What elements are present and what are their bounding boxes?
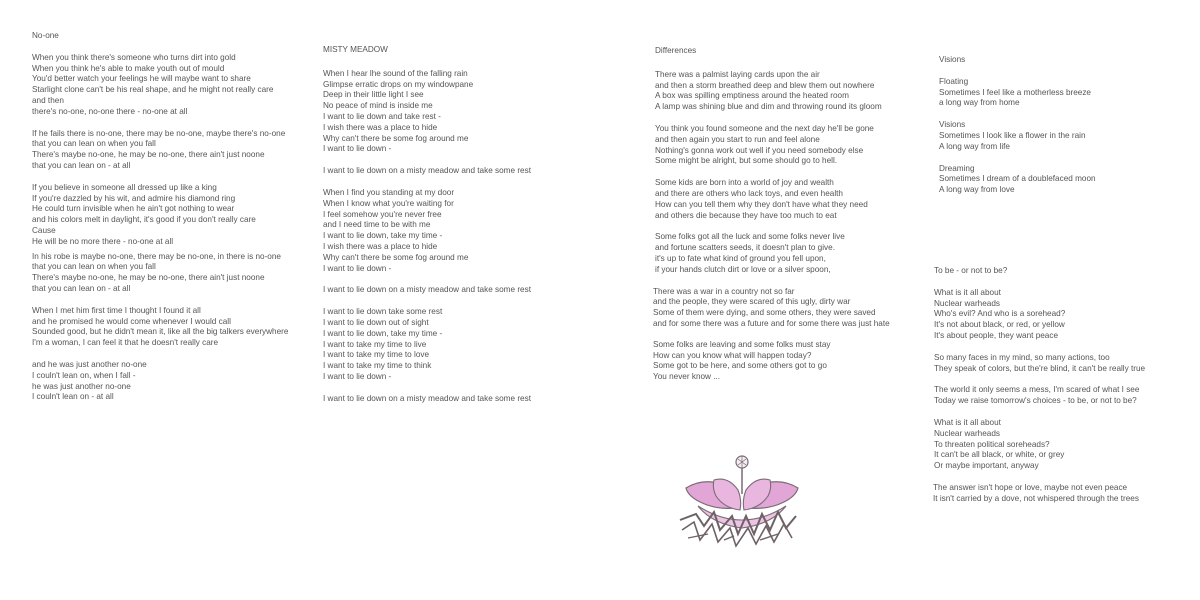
stanza <box>32 53 288 118</box>
poem-line: When I hear lhe sound of the falling rain <box>323 68 468 78</box>
poem-line: It can't be all black, or white, or grey <box>934 450 1065 460</box>
poem-line: When I know what you're waiting for <box>323 198 454 208</box>
poem-line: What is it all about <box>934 417 1001 427</box>
poem-line: I want to lie down - <box>323 371 392 381</box>
poem-line: and he was just another no-one <box>32 359 147 369</box>
poem-line: Starlight clone can't be his real shape, and he might not really care <box>32 85 274 95</box>
poem-line: Floating <box>939 76 969 86</box>
poem-line: How can you know what will happen today? <box>653 350 812 360</box>
poem-line: and others die because they have too much to eat <box>655 210 837 220</box>
poem-line: If he fails there is no-one, there may be no-one, maybe there's no-one <box>32 128 286 138</box>
poem-line: I feel somehow you're never free <box>323 209 442 219</box>
poem-line: if your hands clutch dirt or love or a silver spoon, <box>655 264 831 274</box>
stanza <box>939 120 1096 152</box>
poem-no-one <box>32 31 288 414</box>
poem-line: Some folks got all the luck and some folks never live <box>655 232 845 242</box>
stanza <box>32 129 288 172</box>
poem-line: I want to lie down, take my time - <box>323 231 443 241</box>
poem-line: I'm a woman, I can feel it that he doesn't really care <box>32 338 219 348</box>
poem-line: that you can lean on - at all <box>32 283 131 293</box>
poem-line: I wish there was a place to hide <box>323 122 438 132</box>
poem-line: I couln't lean on - at all <box>32 392 114 402</box>
poem-line: You think you found someone and the next day he'll be gone <box>655 123 874 133</box>
poem-line: I want to lie down on a misty meadow and take some rest <box>323 393 531 403</box>
poem-line: Deep in their little light I see <box>323 90 424 100</box>
stanza <box>653 287 890 330</box>
poem-line: A box was spilling emptiness around the heated room <box>655 91 849 101</box>
poem-line: When I find you standing at my door <box>323 187 455 197</box>
refrain <box>323 166 531 177</box>
stanza <box>32 183 288 248</box>
poem-line: and then <box>32 95 64 105</box>
poem-line: To threaten political soreheads? <box>934 439 1050 449</box>
poem-line: Some of them were dying, and some others, they were saved <box>653 308 876 318</box>
poem-line: You never know ... <box>653 372 721 382</box>
poem-line: A long way from love <box>939 185 1015 195</box>
poem-line: Why can't there be some fog around me <box>323 252 469 262</box>
poem-line: The answer isn't hope or love, maybe not even peace <box>933 482 1128 492</box>
poem-line: He could turn invisible when he ain't got nothing to wear <box>32 204 235 214</box>
poem-line: I couln't lean on, when I fall - <box>32 370 136 380</box>
poem-line: The world it only seems a mess, I'm scared of what I see <box>934 385 1140 395</box>
poem-line: Dreaming <box>939 163 975 173</box>
stanza <box>32 360 288 403</box>
stanza <box>655 178 890 221</box>
refrain <box>323 394 531 405</box>
poem-title: Visions <box>939 55 966 64</box>
poem-line: Why can't there be some fog around me <box>323 133 469 143</box>
stanza <box>655 70 890 113</box>
poem-line: and I need time to be with me <box>323 220 431 230</box>
stanza <box>655 124 890 167</box>
poem-line: Nuclear warheads <box>934 428 1000 438</box>
poem-line: and the people, they were scared of this ugly, dirty war <box>653 297 851 307</box>
poem-line: How can you tell them why they don't have what they need <box>655 199 868 209</box>
poem-title: No-one <box>32 31 59 40</box>
poem-line: I want to take my time to love <box>323 350 430 360</box>
poem-line: A lamp was shining blue and dim and throwing round its gloom <box>655 102 882 112</box>
poem-line: Sometimes I dream of a doublefaced moon <box>939 174 1096 184</box>
poem-line: it's up to fate what kind of ground you fell upon, <box>655 253 826 263</box>
poem-line: You'd better watch your feelings he will maybe want to share <box>32 74 251 84</box>
stanza <box>939 164 1096 196</box>
poem-line: It's not about black, or red, or yellow <box>934 320 1065 330</box>
poem-line: and there are others who lack toys, and even health <box>655 188 843 198</box>
stanza <box>323 69 531 155</box>
poem-line: there's no-one, no-one there - no-one at all <box>32 106 188 116</box>
poem-line: I want to lie down - <box>323 144 392 154</box>
poem-line: I want to lie down out of sight <box>323 317 429 327</box>
poem-line: Who's evil? And who is a sorehead? <box>934 309 1066 319</box>
poem-line: If you're dazzled by his wit, and admire his diamond ring <box>32 193 236 203</box>
stanza <box>323 188 531 274</box>
stanza <box>32 252 288 295</box>
stanza <box>939 77 1096 109</box>
poem-line: So many faces in my mind, so many actions, too <box>934 352 1110 362</box>
poem-line: I want to lie down take some rest <box>323 307 443 317</box>
poem-line: When you think he's able to make youth out of mould <box>32 63 225 73</box>
poem-line: They speak of colors, but the're blind, it can't be really true <box>934 363 1146 373</box>
stanza <box>933 483 1145 505</box>
lotus-flower-emblem-icon <box>674 450 802 550</box>
poem-line: and then a storm breathed deep and blew them out nowhere <box>655 80 875 90</box>
poem-line: a long way from home <box>939 98 1020 108</box>
poem-line: and fortune scatters seeds, it doesn't plan to give. <box>655 243 835 253</box>
poem-line: Sometimes I look like a flower in the rain <box>939 130 1086 140</box>
poem-line: A long way from life <box>939 141 1010 151</box>
stanza <box>934 353 1145 375</box>
poem-line: he was just another no-one <box>32 381 131 391</box>
poem-line: There's maybe no-one, he may be no-one, there ain't just noone <box>32 150 265 160</box>
poem-line: There was a war in a country not so far <box>653 286 795 296</box>
refrain <box>323 285 531 296</box>
poem-to-be <box>934 266 1145 516</box>
poem-line: that you can lean on - at all <box>32 160 131 170</box>
poem-line: I want to take my time to think <box>323 361 432 371</box>
poem-line: Today we raise tomorrow's choices - to be, or not to be? <box>934 396 1137 406</box>
poem-line: Cause <box>32 225 56 235</box>
poem-line: In his robe is maybe no-one, there may be no-one, in there is no-one <box>32 251 281 261</box>
poem-line: There's maybe no-one, he may be no-one, there ain't just noone <box>32 273 265 283</box>
poem-line: and for some there was a future and for some there was just hate <box>653 318 890 328</box>
poem-differences <box>655 46 890 393</box>
poem-line: and he promised he would come whenever I would call <box>32 316 231 326</box>
poem-line: I want to take my time to live <box>323 339 427 349</box>
poem-line: Sometimes I feel like a motherless breeze <box>939 87 1091 97</box>
poem-line: Visions <box>939 120 966 130</box>
poem-line: Glimpse erratic drops on my windowpane <box>323 79 474 89</box>
stanza <box>934 385 1145 407</box>
poem-line: Or maybe important, anyway <box>934 461 1039 471</box>
poem-line: I want to lie down, take my time - <box>323 328 443 338</box>
poem-line: No peace of mind is inside me <box>323 101 433 111</box>
poem-line: Some folks are leaving and some folks must stay <box>653 339 831 349</box>
poem-line: that you can lean on when you fall <box>32 262 156 272</box>
poem-line: I want to lie down and take rest - <box>323 111 441 121</box>
stanza <box>653 340 890 383</box>
poem-line: Nuclear warheads <box>934 298 1000 308</box>
poem-line: that you can lean on when you fall <box>32 139 156 149</box>
poem-line: I want to lie down - <box>323 263 392 273</box>
poem-line: Some got to be here, and some others got to go <box>653 361 827 371</box>
poem-line: It isn't carried by a dove, not whispered through the trees <box>933 493 1139 503</box>
poem-line: If you believe in someone all dressed up like a king <box>32 182 217 192</box>
poem-visions <box>939 55 1096 207</box>
stanza <box>655 232 890 275</box>
poem-line: When you think there's someone who turns dirt into gold <box>32 52 236 62</box>
poem-line: I want to lie down on a misty meadow and take some rest <box>323 166 531 176</box>
stanza <box>323 307 531 383</box>
poem-line: Some might be alright, but some should go to hell. <box>655 156 838 166</box>
poem-line: and his colors melt in daylight, it's good if you don't really care <box>32 215 256 225</box>
poem-line: What is it all about <box>934 287 1001 297</box>
poem-line: There was a palmist laying cards upon the air <box>655 69 820 79</box>
poem-title: MISTY MEADOW <box>323 45 388 54</box>
stanza <box>32 306 288 349</box>
poem-line: When I met him first time I thought I found it all <box>32 305 201 315</box>
poem-line: Sounded good, but he didn't mean it, like all the big talkers everywhere <box>32 327 289 337</box>
poem-line: Some kids are born into a world of joy and wealth <box>655 178 834 188</box>
poem-title: Differences <box>655 46 697 55</box>
poem-line: I wish there was a place to hide <box>323 241 438 251</box>
poem-line: and then again you start to run and feel alone <box>655 134 820 144</box>
poem-title: To be - or not to be? <box>934 266 1008 275</box>
poem-line: He will be no more there - no-one at all <box>32 236 174 246</box>
poem-misty-meadow <box>323 45 531 416</box>
poem-line: I want to lie down on a misty meadow and take some rest <box>323 285 531 295</box>
poem-line: Nothing's gonna work out well if you need somebody else <box>655 145 864 155</box>
stanza <box>934 418 1145 472</box>
poem-line: It's about people, they want peace <box>934 330 1059 340</box>
stanza <box>934 288 1145 342</box>
